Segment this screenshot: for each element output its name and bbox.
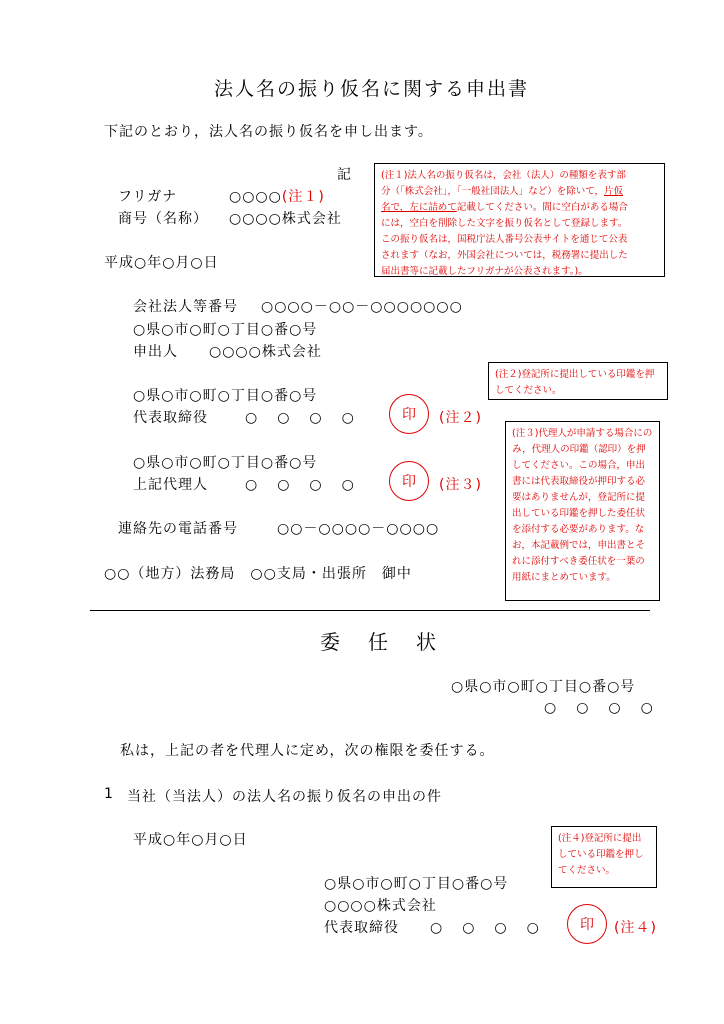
rep-address: ○県○市○町○丁目○番○号 bbox=[133, 388, 318, 404]
agent-label: 上記代理人 bbox=[133, 477, 208, 493]
furigana-value bbox=[229, 186, 325, 206]
note4-ref: (注４) bbox=[614, 920, 657, 936]
note4-box: (注４)登記所に提出している印鑑を押してください。 bbox=[551, 826, 657, 888]
agent-seal: 印 bbox=[389, 461, 429, 501]
note1-line4: には，空白を削除した文字を振り仮名として登録します。 bbox=[381, 218, 628, 229]
applicant-address: ○県○市○町○丁目○番○号 bbox=[133, 322, 318, 338]
rep-label: 代表取締役 bbox=[133, 410, 208, 426]
furigana-label: フリガナ bbox=[118, 189, 178, 205]
note1-line5: この振り仮名は，国税庁法人番号公表サイトを通じて公表 bbox=[381, 234, 628, 245]
applicant-label: 申出人 bbox=[133, 344, 178, 360]
agent-value: ○ ○ ○ ○ bbox=[245, 477, 357, 493]
note1-ref: (注１) bbox=[281, 189, 325, 205]
phone-label: 連絡先の電話番号 bbox=[118, 521, 238, 537]
proxy-title: 委 任 状 bbox=[320, 630, 440, 654]
section-divider bbox=[90, 610, 650, 611]
note1-line3b: 記載してください。間に空白がある場合 bbox=[456, 202, 628, 213]
proxy-rep-label: 代表取締役 bbox=[324, 920, 399, 936]
note1-line6: されます（なお，外国会社については，税務署に提出した bbox=[381, 250, 628, 261]
note1-line3a: 名で，左に詰めて bbox=[381, 202, 457, 213]
proxy-corp-name: ○○○○株式会社 bbox=[324, 898, 437, 914]
agent-address: ○県○市○町○丁目○番○号 bbox=[133, 455, 318, 471]
rep-seal: 印 bbox=[389, 394, 429, 434]
note2-box: (注２)登記所に提出している印鑑を押してください。 bbox=[488, 362, 668, 400]
note1-line2b: 片仮 bbox=[604, 186, 624, 197]
item-text: 当社（当法人）の法人名の振り仮名の申出の件 bbox=[127, 789, 442, 805]
item-number: 1 bbox=[104, 786, 114, 802]
note1-line2a: 分（「株式会社」，「一般社団法人」など）を除いて， bbox=[381, 186, 605, 197]
application-date: 平成○年○月○日 bbox=[104, 255, 219, 271]
phone-value: ○○－○○○○－○○○○ bbox=[277, 521, 440, 537]
note3-ref: (注３) bbox=[439, 477, 482, 493]
proxy-rep-value: ○ ○ ○ ○ bbox=[430, 920, 542, 936]
note1-line3 bbox=[381, 200, 658, 216]
corp-number-value: ○○○○－○○－○○○○○○○ bbox=[261, 299, 463, 315]
proxy-rep-seal: 印 bbox=[567, 904, 607, 944]
note1-line7: 届出書等に記載したフリガナが公表されます。)。 bbox=[381, 266, 588, 277]
note1-line1: (注１)法人名の振り仮名は，会社（法人）の種類を表す部 bbox=[381, 170, 626, 181]
furigana-placeholder: ○○○○ bbox=[229, 189, 282, 205]
proxy-name: ○ ○ ○ ○ bbox=[544, 700, 656, 716]
note3-box: (注３)代理人が申請する場合にのみ，代理人の印鑑（認印）を押してください。この場合，申出書には代表取締役が押印する必要はありませんが，登記所に提出している印鑑を押した委任状を添付する必要があります。なお，本記載例では，申出書とそれに添付すべき委任状を一葉の用紙にまとめています。 bbox=[505, 421, 660, 601]
proxy-corp-address: ○県○市○町○丁目○番○号 bbox=[324, 876, 509, 892]
ki-label: 記 bbox=[337, 167, 352, 183]
office-addressee: ○○（地方）法務局 ○○支局・出張所 御中 bbox=[104, 566, 412, 582]
rep-value: ○ ○ ○ ○ bbox=[245, 410, 357, 426]
intro-text: 下記のとおり，法人名の振り仮名を申し出ます。 bbox=[104, 124, 433, 140]
note1-box bbox=[374, 163, 665, 277]
corp-number-label: 会社法人等番号 bbox=[133, 299, 238, 315]
proxy-date: 平成○年○月○日 bbox=[133, 832, 248, 848]
proxy-statement: 私は，上記の者を代理人に定め，次の権限を委任する。 bbox=[120, 743, 495, 759]
applicant-value: ○○○○株式会社 bbox=[209, 344, 322, 360]
note1-line2 bbox=[381, 184, 658, 200]
shogo-label: 商号（名称） bbox=[118, 211, 208, 227]
shogo-value: ○○○○株式会社 bbox=[229, 211, 342, 227]
page-title: 法人名の振り仮名に関する申出書 bbox=[214, 78, 530, 100]
note2-ref: (注２) bbox=[439, 410, 482, 426]
proxy-address: ○県○市○町○丁目○番○号 bbox=[451, 679, 636, 695]
